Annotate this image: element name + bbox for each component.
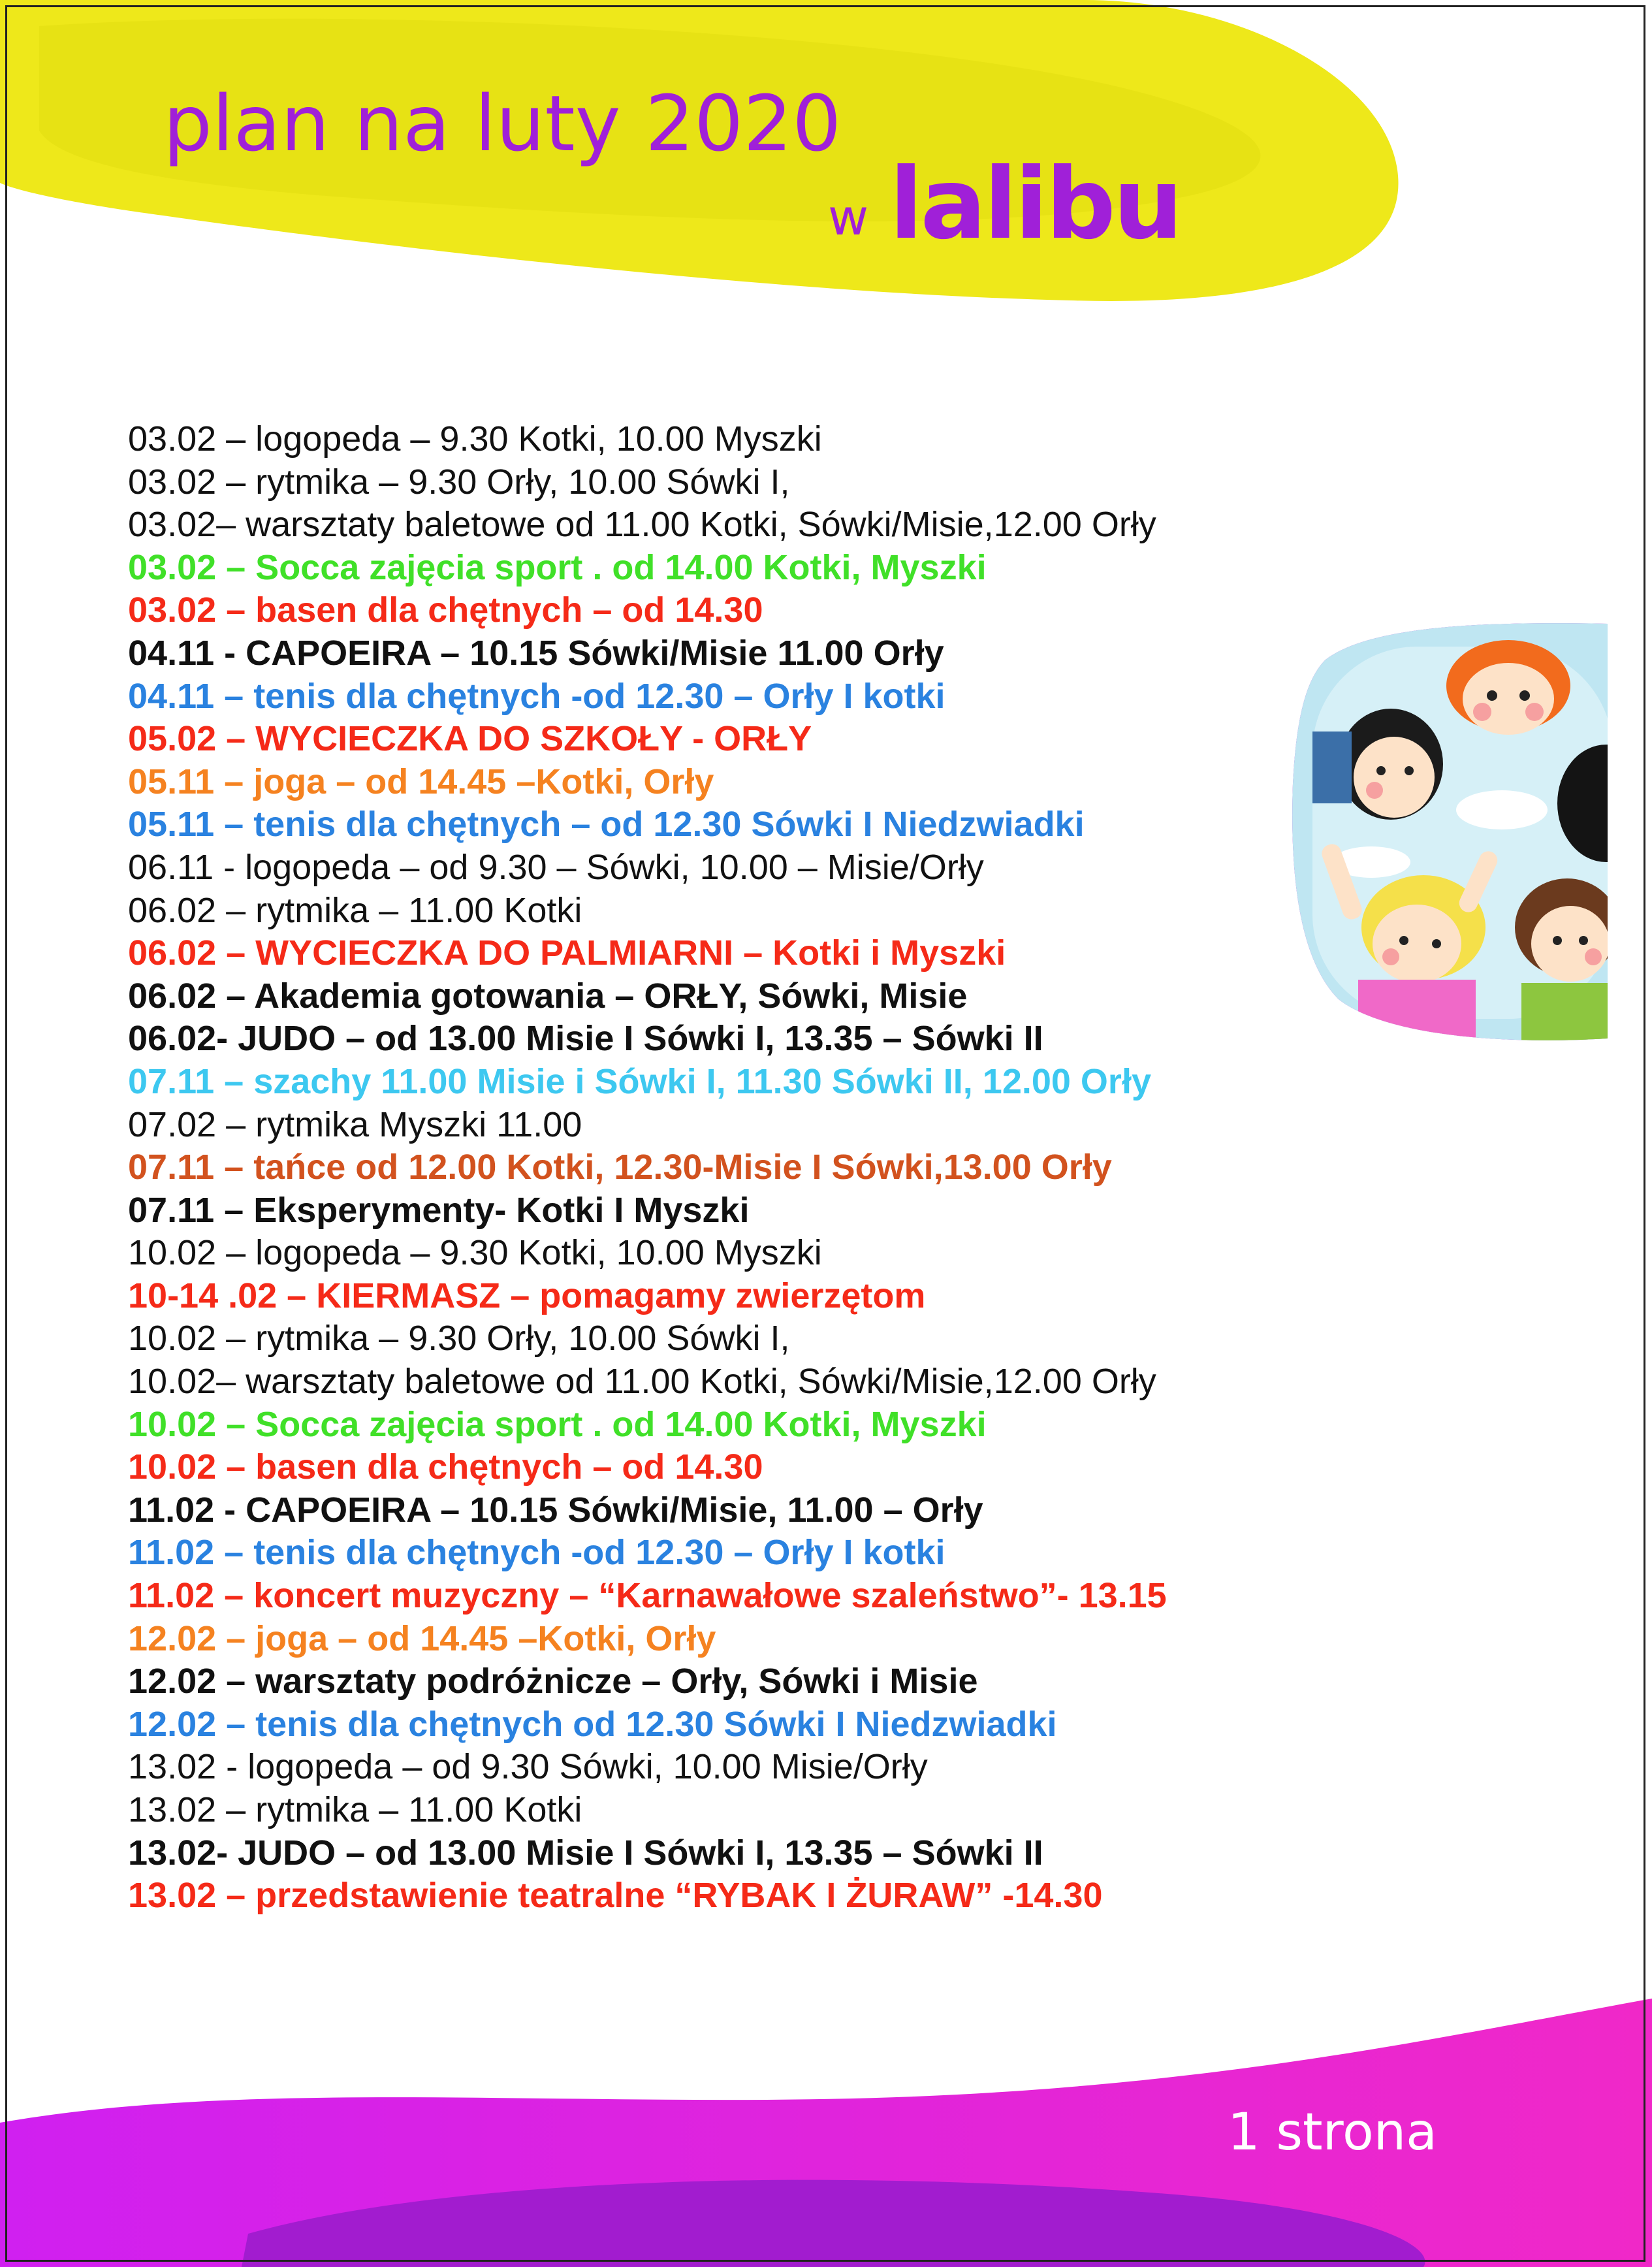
schedule-item: 03.02 – rytmika – 9.30 Orły, 10.00 Sówki I, (128, 462, 790, 502)
schedule-list (128, 418, 1290, 1918)
schedule-item: 12.02 – tenis dla chętnych od 12.30 Sówki I Niedzwiadki (128, 1704, 1057, 1744)
schedule-item: 10.02 – Socca zajęcia sport . od 14.00 Kotki, Myszki (128, 1404, 987, 1444)
schedule-item: 03.02 – logopeda – 9.30 Kotki, 10.00 Myszki (128, 419, 822, 458)
schedule-item: 10.02 – rytmika – 9.30 Orły, 10.00 Sówki I, (128, 1319, 790, 1359)
schedule-item: 13.02 – rytmika – 11.00 Kotki (128, 1790, 582, 1829)
page-title: plan na luty 2020 (163, 78, 842, 169)
schedule-item: 13.02- JUDO – od 13.00 Misie I Sówki I, 13.35 – Sówki II (128, 1833, 1043, 1873)
schedule-item: 12.02 – warsztaty podróżnicze – Orły, Sówki i Misie (128, 1662, 978, 1701)
schedule-item: 10.02– warsztaty baletowe od 11.00 Kotki, Sówki/Misie,12.00 Orły (128, 1362, 1156, 1402)
children-illustration (1286, 620, 1652, 1045)
schedule-item: 10.02 – logopeda – 9.30 Kotki, 10.00 Myszki (128, 1233, 822, 1273)
schedule-item: 11.02 – koncert muzyczny – “Karnawałowe szaleństwo”- 13.15 (128, 1576, 1167, 1616)
schedule-item: 12.02 – joga – od 14.45 –Kotki, Orły (128, 1618, 716, 1658)
page-number: 1 strona (1228, 2103, 1437, 2162)
schedule-item: 10-14 .02 – KIERMASZ – pomagamy zwierzętom (128, 1276, 926, 1315)
schedule-item: 13.02 – przedstawienie teatralne “RYBAK I ŻURAW” -14.30 (128, 1876, 1103, 1916)
schedule-item: 11.02 - CAPOEIRA – 10.15 Sówki/Misie, 11.00 – Orły (128, 1490, 983, 1530)
schedule-item: 07.02 – rytmika Myszki 11.00 (128, 1104, 582, 1144)
schedule-item: 07.11 – Eksperymenty- Kotki I Myszki (128, 1190, 750, 1230)
schedule-item: 07.11 – szachy 11.00 Misie i Sówki I, 11.30 Sówki II, 12.00 Orły (128, 1061, 1151, 1101)
logo-prefix: w (828, 188, 869, 246)
schedule-item: 06.02 – WYCIECZKA DO PALMIARNI – Kotki i Myszki (128, 933, 1006, 973)
lalibu-logo: lalibu (889, 148, 1181, 261)
schedule-item: 13.02 - logopeda – od 9.30 Sówki, 10.00 Misie/Orły (128, 1747, 928, 1787)
schedule-item: 06.11 - logopeda – od 9.30 – Sówki, 10.00 – Misie/Orły (128, 847, 984, 887)
schedule-item: 05.02 – WYCIECZKA DO SZKOŁY - ORŁY (128, 719, 812, 759)
schedule-item: 07.11 – tańce od 12.00 Kotki, 12.30-Misie I Sówki,13.00 Orły (128, 1148, 1112, 1187)
schedule-item: 10.02 – basen dla chętnych – od 14.30 (128, 1447, 763, 1487)
schedule-item: 06.02 – Akademia gotowania – ORŁY, Sówki, Misie (128, 976, 968, 1016)
schedule-item: 04.11 – tenis dla chętnych -od 12.30 – Orły I kotki (128, 676, 945, 716)
schedule-item: 06.02 – rytmika – 11.00 Kotki (128, 890, 582, 930)
schedule-item: 03.02– warsztaty baletowe od 11.00 Kotki, Sówki/Misie,12.00 Orły (128, 505, 1156, 545)
schedule-item: 11.02 – tenis dla chętnych -od 12.30 – Orły I kotki (128, 1533, 945, 1573)
schedule-item: 05.11 – joga – od 14.45 –Kotki, Orły (128, 762, 714, 801)
schedule-item: 06.02- JUDO – od 13.00 Misie I Sówki I, 13.35 – Sówki II (128, 1019, 1043, 1059)
schedule-item: 05.11 – tenis dla chętnych – od 12.30 Sówki I Niedzwiadki (128, 805, 1085, 844)
schedule-item: 03.02 – basen dla chętnych – od 14.30 (128, 590, 763, 630)
schedule-item: 04.11 - CAPOEIRA – 10.15 Sówki/Misie 11.00 Orły (128, 633, 944, 673)
schedule-item: 03.02 – Socca zajęcia sport . od 14.00 Kotki, Myszki (128, 547, 987, 587)
